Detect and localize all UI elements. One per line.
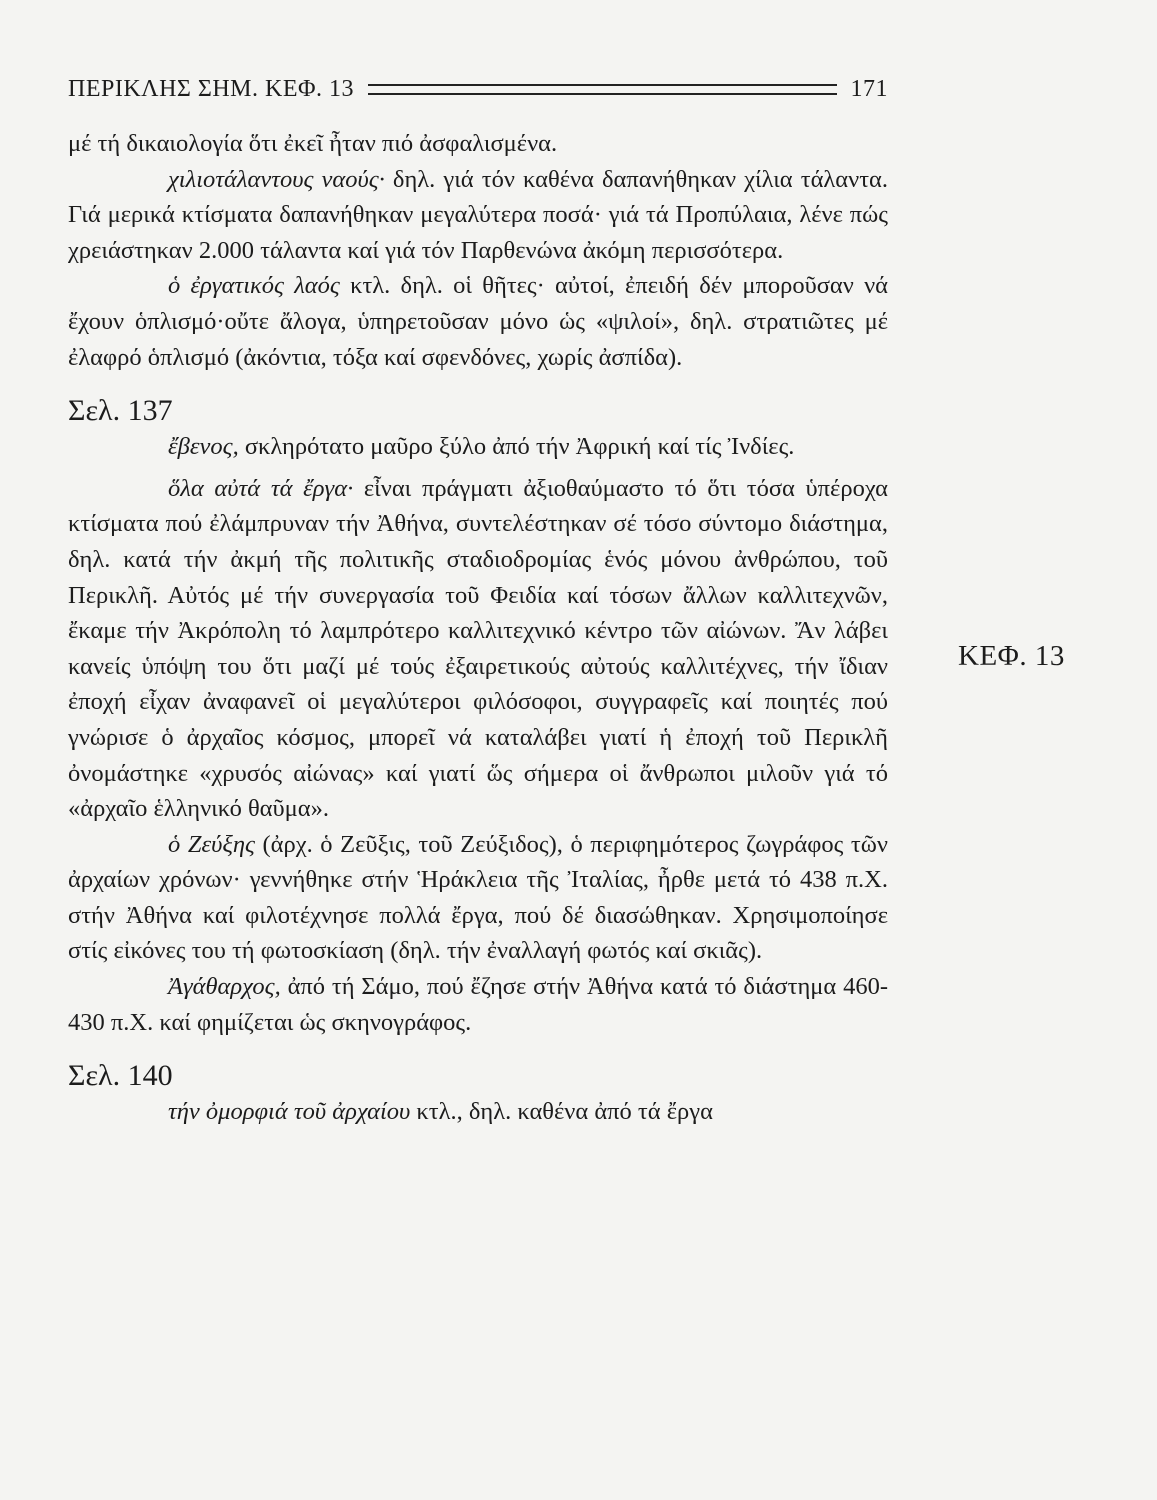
note-text: ἀπό τή Σάμο, πού ἔζησε στήν Ἀθήνα κατά τό διάστημα 460-430 π.Χ. καί φημίζεται ὡς σκηνογράφος. [68,973,888,1036]
running-head [68,74,888,104]
note-text: εἶναι πράγματι ἀξιοθαύμαστο τό ὅτι τόσα ὑπέροχα κτίσματα πού ἐλάμπρυναν τήν Ἀθήνα, συντελέστηκαν σέ τόσο σύντομο διάστημα, δηλ. κατά τήν ἀκμή τῆς πολιτικῆς σταδιοδρομίας ἑνός μόνου ἀνθρώπου, τοῦ Περικλῆ. Αὐτός μέ τήν συνεργασία τοῦ Φειδία καί τόσων ἄλλων καλλιτεχνῶν, ἔκαμε τήν Ἀκρόπολη τό λαμπρότερο καλλιτεχνικό κέντρο τῶν αἰώνων. Ἄν λάβει κανείς ὑπόψη του ὅτι μαζί μέ τούς ἐξαιρετικούς αὐτούς καλλιτέχνες, τήν ἴδιαν ἐποχή εἶχαν ἀναφανεῖ οἱ μεγαλύτεροι φιλόσοφοι, συγγραφεῖς καί ποιητές πού γνώρισε ὁ ἀρχαῖος κόσμος, μπορεῖ νά καταλάβει γιατί ἡ ἐποχή τοῦ Περικλῆ ὀνομάστηκε «χρυσός αἰώνας» καί γιατί ὥς σήμερα οἱ ἄνθρωποι μιλοῦν γιά τό «ἀρχαῖο ἑλληνικό θαῦμα». [68,474,888,823]
note-term: τήν ὀμορφιά τοῦ ἀρχαίου [168,1098,411,1126]
note-term: ὅλα αὐτά τά ἔργα· [168,474,354,502]
paragraph-continuation: μέ τή δικαιολογία ὅτι ἐκεῖ ἦταν πιό ἀσφαλισμένα. [68,130,558,157]
margin-chapter-note: ΚΕΦ. 13 [958,640,1065,672]
header-double-rule [368,84,836,95]
section-heading-140: Σελ. 140 [68,1059,173,1093]
note-zeuxis [68,827,888,969]
note-ola-auta-ta-erga [68,471,888,827]
note-term: ὁ ἐργατικός λαός [168,272,340,300]
note-ergatikos-laos [68,268,888,375]
note-text: κτλ., δηλ. καθένα ἀπό τά ἔργα [410,1098,713,1126]
note-term: χιλιοτάλαντους ναούς· [168,165,385,193]
note-term: Ἀγάθαρχος, [168,973,281,1001]
body-text [68,126,888,1130]
note-text: (ἀρχ. ὁ Ζεῦξις, τοῦ Ζεύξιδος), ὁ περιφημότερος ζωγράφος τῶν ἀρχαίων χρόνων· γεννήθηκε στήν Ἡράκλεια τῆς Ἰταλίας, ἦρθε μετά τό 438 π.Χ. στήν Ἀθήνα καί φιλοτέχνησε πολλά ἔργα, πού δέ διασώθηκαν. Χρησιμοποίησε στίς εἰκόνες του τή φωτοσκίαση (δηλ. τήν ἐναλλαγή φωτός καί σκιᾶς). [68,830,888,965]
note-text: δηλ. γιά τόν καθένα δαπανήθηκαν χίλια τάλαντα. Γιά μερικά κτίσματα δαπανήθηκαν μεγαλύτερα ποσά· γιά τά Προπύλαια, λένε πώς χρειάστηκαν 2.000 τάλαντα καί γιά τόν Παρθενώνα ἀκόμη περισσότερα. [68,165,888,264]
note-text: κτλ. δηλ. οἱ θῆτες· αὐτοί, ἐπειδή δέν μποροῦσαν νά ἔχουν ὁπλισμό·οὔτε ἄλογα, ὑπηρετοῦσαν μόνο ὡς «ψιλοί», δηλ. στρατιῶτες μέ ἐλαφρό ὁπλισμό (ἀκόντια, τόξα καί σφενδόνες, χωρίς ἀσπίδα). [68,272,888,371]
note-omorfia [68,1094,888,1130]
note-agatharchos [68,969,888,1040]
note-evenos [68,429,888,465]
running-head-title: ΠΕΡΙΚΛΗΣ ΣΗΜ. ΚΕΦ. 13 [68,75,355,102]
note-term: ὁ Ζεύξης [168,830,255,858]
note-term: ἔβενος, [168,433,239,461]
note-text: σκληρότατο μαῦρο ξύλο ἀπό τήν Ἀφρική καί τίς Ἰνδίες. [238,433,795,461]
section-heading-137: Σελ. 137 [68,394,173,428]
note-chiliotalantous [68,162,888,269]
page-number: 171 [850,75,888,102]
